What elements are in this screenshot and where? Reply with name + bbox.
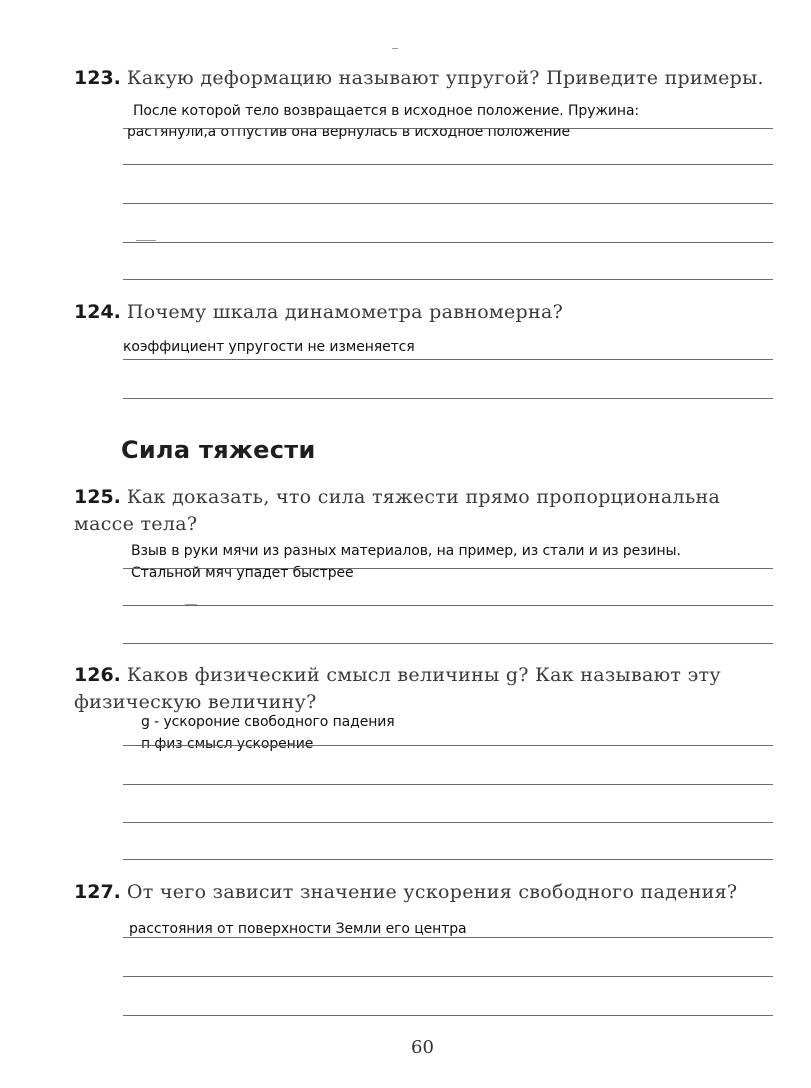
question-127 <box>74 879 779 906</box>
writing-line <box>123 279 773 280</box>
writing-line <box>123 822 773 823</box>
writing-line <box>123 784 773 785</box>
answer-line: Взыв в руки мячи из разных материалов, на пример, из стали и из резины. <box>131 543 681 559</box>
scan-speck <box>185 604 197 605</box>
answer-line: расстояния от поверхности Земли его центра <box>129 921 467 937</box>
writing-line <box>123 164 773 165</box>
writing-line <box>123 568 773 569</box>
writing-line <box>123 605 773 606</box>
question-text: От чего зависит значение ускорения свободного падения? <box>126 881 738 903</box>
section-title: Сила тяжести <box>121 436 316 464</box>
question-125 <box>74 484 779 538</box>
question-number: 124. <box>74 301 121 323</box>
question-123 <box>74 65 779 92</box>
writing-line <box>123 937 773 938</box>
writing-line <box>123 976 773 977</box>
question-text: Почему шкала динамометра равномерна? <box>126 301 564 323</box>
answer-line: коэффициент упругости не изменяется <box>123 339 415 355</box>
writing-line <box>123 1015 773 1016</box>
answer-line: После которой тело возвращается в исходное положение. Пружина: <box>133 103 640 119</box>
page-number: 60 <box>411 1037 434 1058</box>
scan-speck <box>136 240 156 241</box>
question-124 <box>74 299 779 326</box>
writing-line <box>123 643 773 644</box>
question-number: 127. <box>74 881 121 903</box>
writing-line <box>123 128 773 129</box>
question-text: Какую деформацию называют упругой? Приведите примеры. <box>126 67 764 89</box>
question-number: 123. <box>74 67 121 89</box>
writing-line <box>123 242 773 243</box>
writing-line <box>123 745 773 746</box>
question-number: 125. <box>74 486 121 508</box>
writing-line <box>123 398 773 399</box>
answer-line: g - ускороние свободного падения <box>141 714 395 730</box>
writing-line <box>123 859 773 860</box>
writing-line <box>123 203 773 204</box>
answer-line: п физ смысл ускорение <box>141 736 314 752</box>
writing-line <box>123 359 773 360</box>
scan-speck <box>392 48 398 49</box>
question-number: 126. <box>74 664 121 686</box>
question-text: Каков физический смысл величины g? Как называют эту физическую величину? <box>74 664 721 713</box>
answer-line: Стальной мяч упадет быстрее <box>131 565 354 581</box>
question-text: Как доказать, что сила тяжести прямо пропорциональна массе тела? <box>74 486 721 535</box>
question-126 <box>74 662 779 716</box>
answer-line: растянули,а отпустив она вернулась в исходное положение <box>127 124 571 140</box>
